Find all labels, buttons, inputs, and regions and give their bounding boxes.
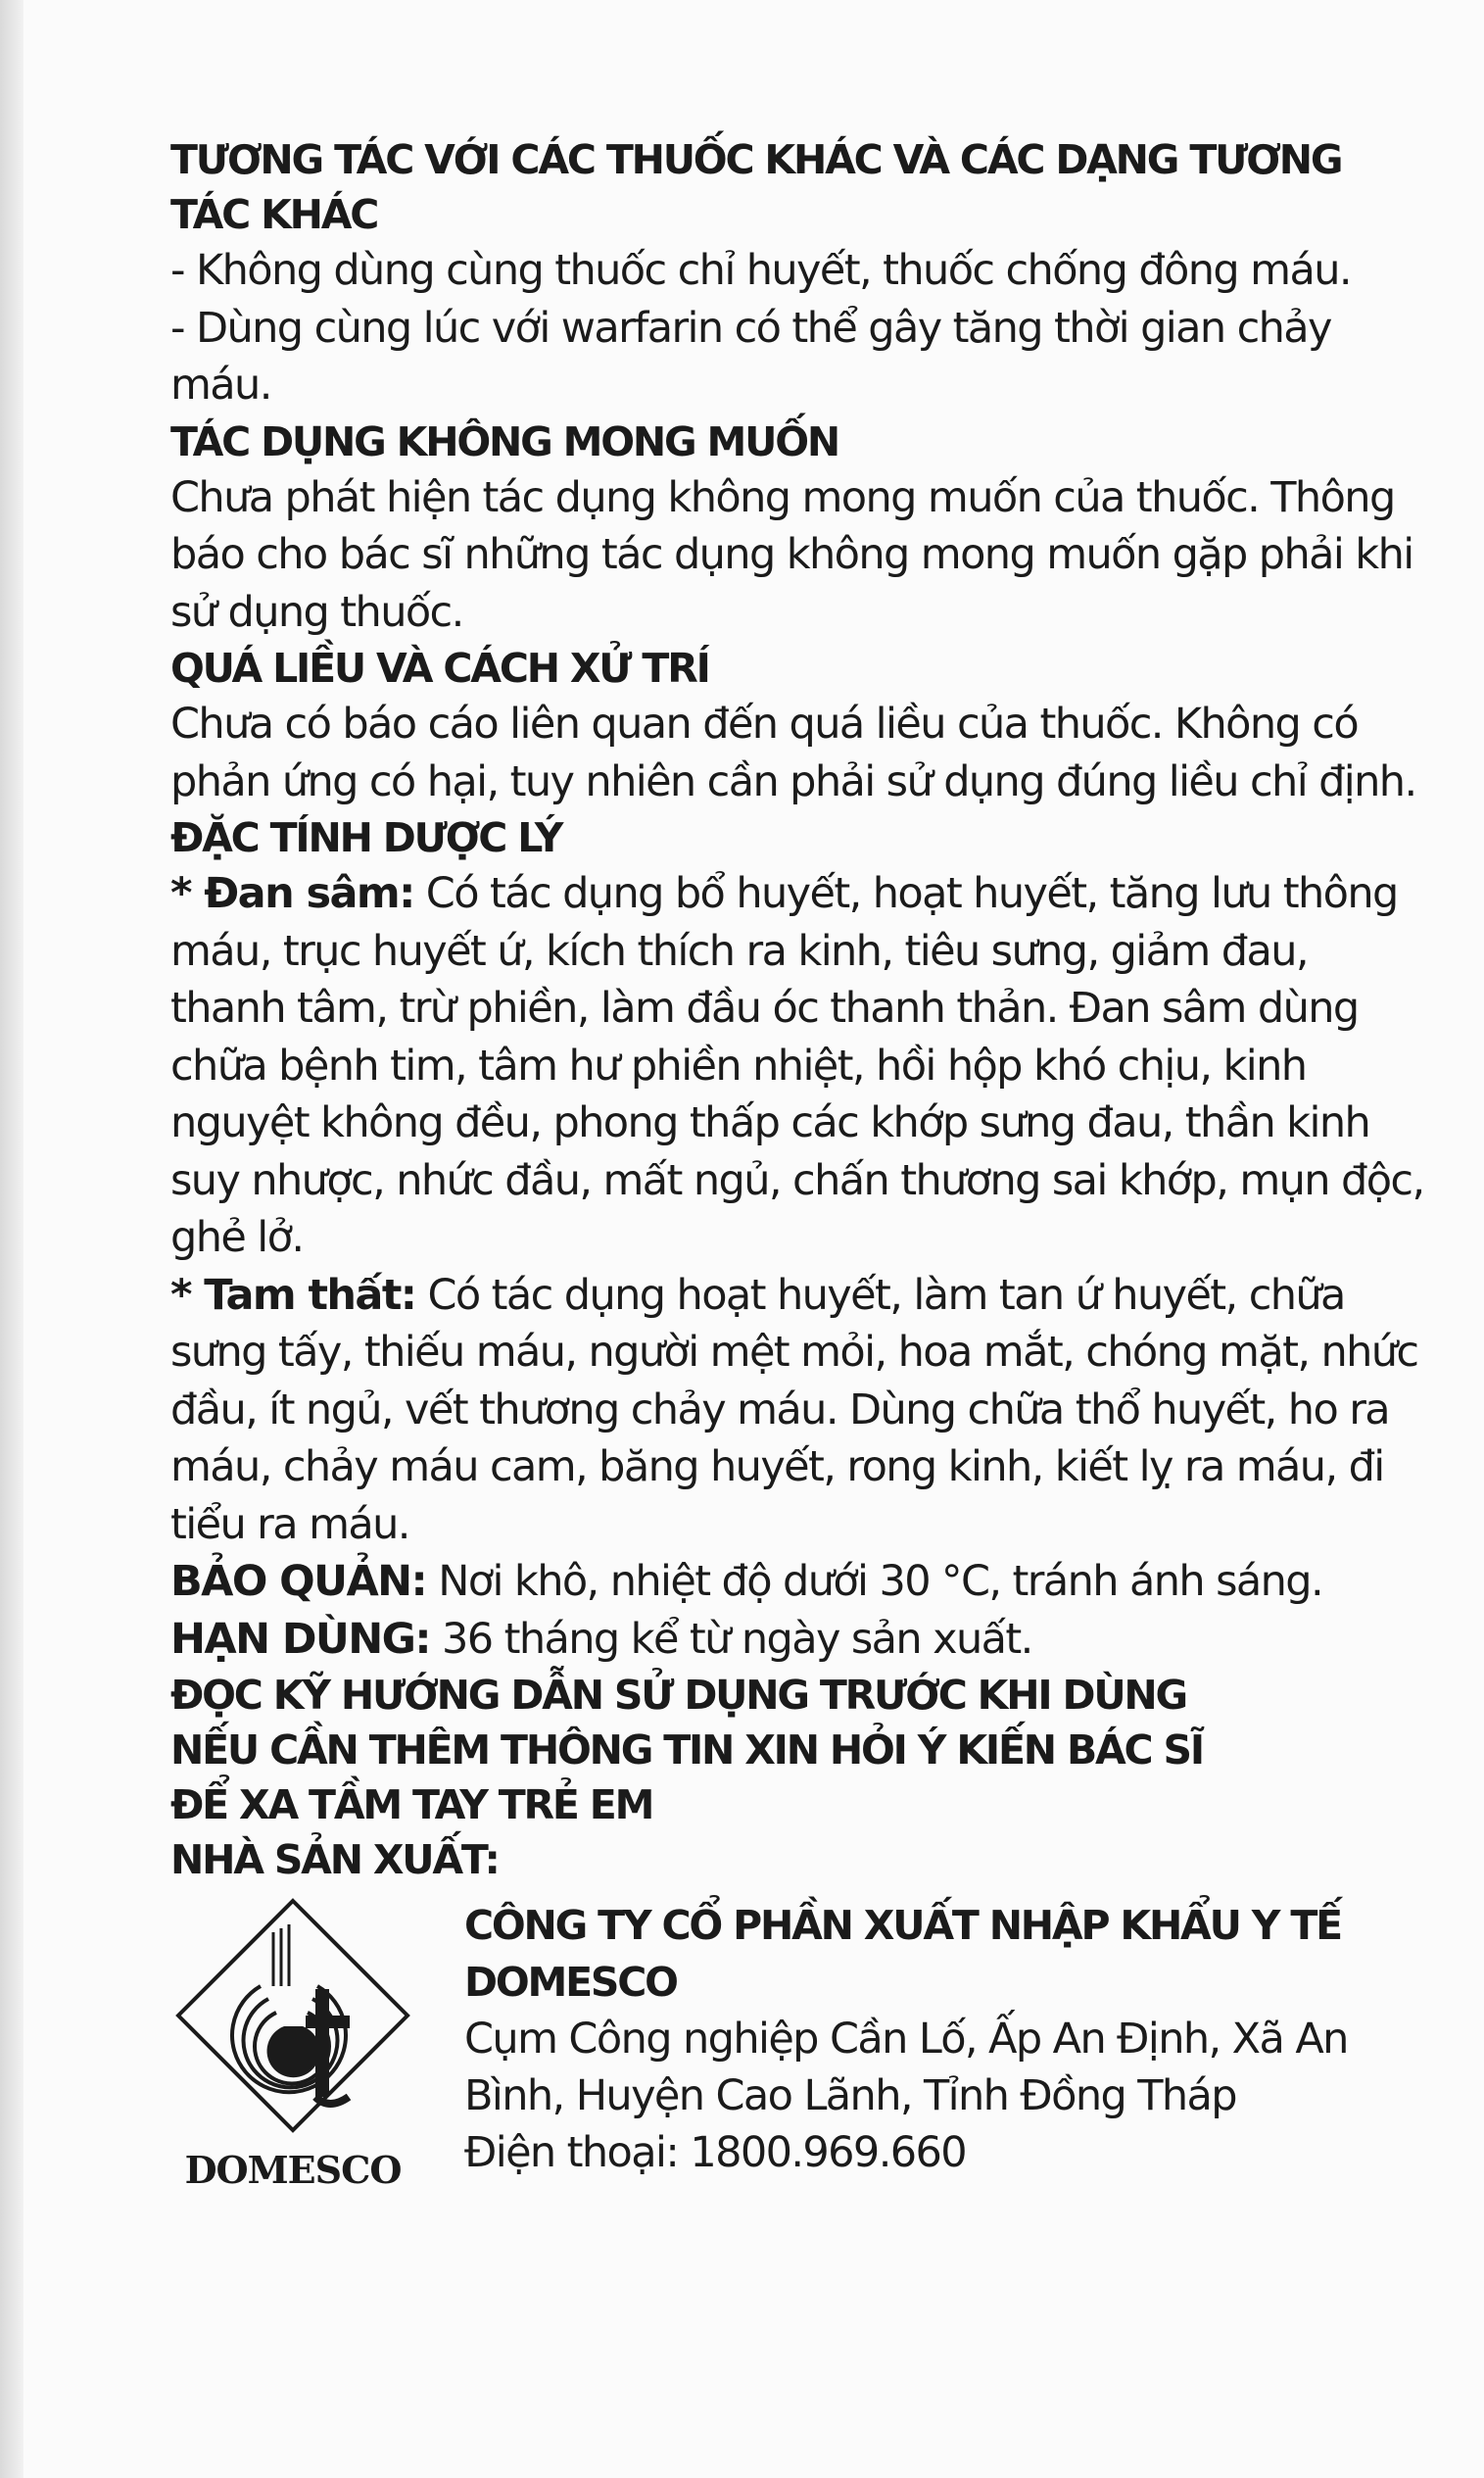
overdose-heading: QUÁ LIỀU VÀ CÁCH XỬ TRÍ: [170, 645, 709, 692]
overdose-text: Chưa có báo cáo liên quan đến quá liều của thuốc. Không có phản ứng có hại, tuy nhiên cần phải sử dụng đúng liều chỉ định.: [170, 700, 1416, 806]
leaflet-content: [170, 132, 1424, 2216]
dan-sam-label: * Đan sâm:: [170, 869, 414, 918]
side-effects-text: Chưa phát hiện tác dụng không mong muốn của thuốc. Thông báo cho bác sĩ những tác dụng không mong muốn gặp phải khi sử dụng thuốc.: [170, 472, 1413, 637]
page-edge-shadow: [0, 0, 24, 2478]
dan-sam-paragraph: [170, 865, 1424, 1267]
side-effects-heading: TÁC DỤNG KHÔNG MONG MUỐN: [170, 417, 838, 465]
manufacturer-block: [170, 1893, 1424, 2216]
expiry-label: HẠN DÙNG:: [170, 1614, 430, 1664]
company-name: CÔNG TY CỔ PHẦN XUẤT NHẬP KHẨU Y TẾ DOMESCO: [464, 1902, 1341, 2006]
company-phone: Điện thoại: 1800.969.660: [464, 2128, 967, 2177]
warning-keep-away-children: ĐỂ XA TẦM TAY TRẺ EM: [170, 1781, 653, 1828]
leaflet-page: [24, 0, 1484, 2478]
warning-read-instructions: ĐỌC KỸ HƯỚNG DẪN SỬ DỤNG TRƯỚC KHI DÙNG: [170, 1672, 1186, 1719]
tam-that-label: * Tam thất:: [170, 1270, 416, 1320]
tam-that-paragraph: [170, 1267, 1424, 1554]
storage-line: [170, 1553, 1424, 1611]
interactions-line-2: - Dùng cùng lúc với warfarin có thể gây tăng thời gian chảy máu.: [170, 303, 1331, 410]
interactions-heading: TƯƠNG TÁC VỚI CÁC THUỐC KHÁC VÀ CÁC DẠNG TƯƠNG TÁC KHÁC: [170, 136, 1342, 238]
warning-ask-doctor: NẾU CẦN THÊM THÔNG TIN XIN HỎI Ý KIẾN BÁC SĨ: [170, 1726, 1203, 1773]
storage-label: BẢO QUẢN:: [170, 1557, 427, 1606]
domesco-logo: [170, 1893, 415, 2216]
pharmacology-heading: ĐẶC TÍNH DƯỢC LÝ: [170, 814, 562, 861]
logo-wordmark: DOMESCO: [184, 2148, 402, 2192]
tam-that-text: Có tác dụng hoạt huyết, làm tan ứ huyết, chữa sưng tấy, thiếu máu, người mệt mỏi, hoa mắt, chóng mặt, nhức đầu, ít ngủ, vết thương chảy máu. Dùng chữa thổ huyết, ho ra máu, chảy máu cam, băng huyết, rong kinh, kiết lỵ ra máu, đi tiểu ra máu.: [170, 1270, 1418, 1549]
storage-text: Nơi khô, nhiệt độ dưới 30 °C, tránh ánh sáng.: [438, 1557, 1323, 1606]
dan-sam-text: Có tác dụng bổ huyết, hoạt huyết, tăng lưu thông máu, trục huyết ứ, kích thích ra kinh, tiêu sưng, giảm đau, thanh tâm, trừ phiền, làm đầu óc thanh thản. Đan sâm dùng chữa bệnh tim, tâm hư phiền nhiệt, hồi hộp khó chịu, kinh nguyệt không đều, phong thấp các khớp sưng đau, thần kinh suy nhược, nhức đầu, mất ngủ, chấn thương sai khớp, mụn độc, ghẻ lở.: [170, 869, 1424, 1262]
company-address: Cụm Công nghiệp Cần Lố, Ấp An Định, Xã An Bình, Huyện Cao Lãnh, Tỉnh Đồng Tháp: [464, 2015, 1348, 2120]
expiry-line: [170, 1611, 1424, 1669]
domesco-logo-icon: [170, 1893, 415, 2148]
manufacturer-heading: NHÀ SẢN XUẤT:: [170, 1836, 499, 1883]
manufacturer-info: [464, 1897, 1434, 2181]
interactions-line-1: - Không dùng cùng thuốc chỉ huyết, thuốc chống đông máu.: [170, 246, 1351, 295]
expiry-text: 36 tháng kể từ ngày sản xuất.: [442, 1614, 1032, 1664]
